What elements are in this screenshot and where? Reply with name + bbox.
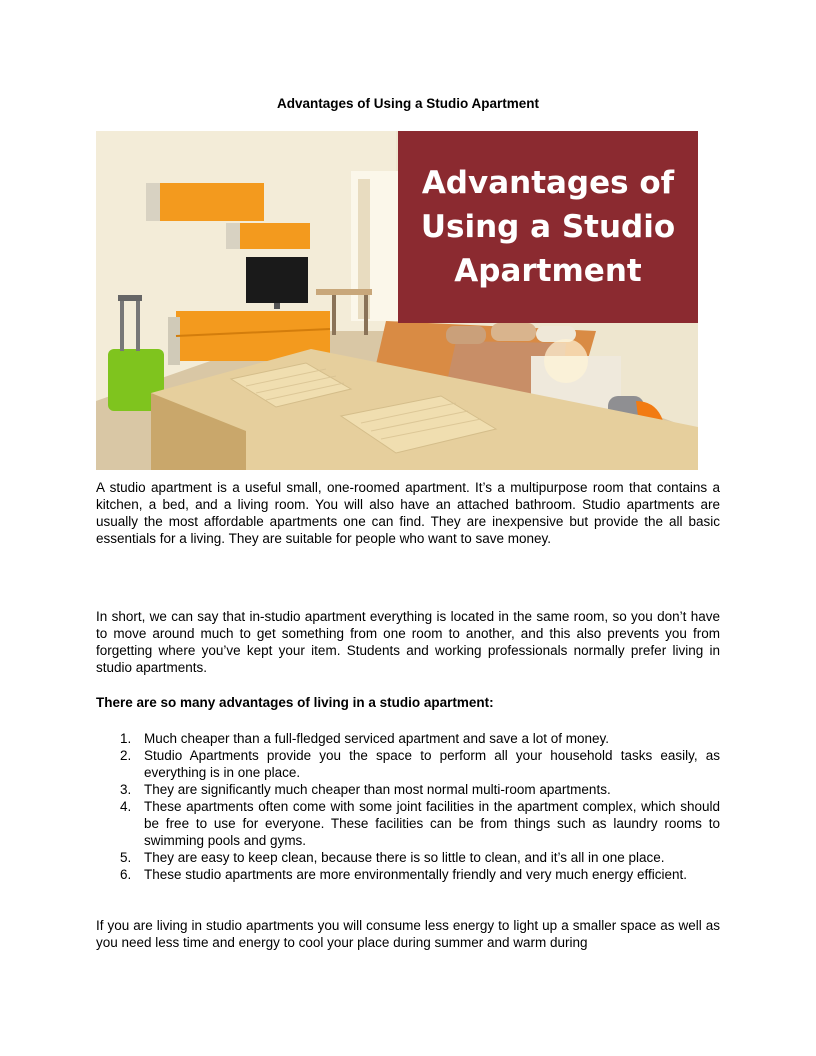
list-item-number: 5. xyxy=(120,850,132,865)
list-item-text: Much cheaper than a full-fledged serviced apartment and save a lot of money. xyxy=(144,731,610,746)
list-item xyxy=(96,781,720,798)
list-item-number: 3. xyxy=(120,782,132,797)
list-item xyxy=(96,798,720,849)
advantages-heading: There are so many advantages of living in a studio apartment: xyxy=(96,695,494,710)
document-title: Advantages of Using a Studio Apartment xyxy=(276,96,540,111)
hero-title-text: Advantages of Using a Studio Apartment xyxy=(420,165,676,289)
advantages-list xyxy=(96,730,720,883)
list-item xyxy=(96,747,720,781)
list-item xyxy=(96,866,720,883)
paragraph-summary: In short, we can say that in-studio apartment everything is located in the same room, so you don’t have to move around much to get something from one room to another, and this also prevents you from forgetting where you’ve kept your item. Students and working professionals normally prefer living in studio apartments. xyxy=(96,609,720,675)
list-item-number: 4. xyxy=(120,799,132,814)
list-item-text: These studio apartments are more environmentally friendly and very much energy efficient. xyxy=(144,867,688,882)
list-item-text: Studio Apartments provide you the space to perform all your household tasks easily, as everything is in one place. xyxy=(144,748,720,780)
list-item-number: 2. xyxy=(120,748,132,763)
list-item-number: 6. xyxy=(120,867,132,882)
hero-image xyxy=(96,131,698,470)
paragraph-closing: If you are living in studio apartments you will consume less energy to light up a smaller space as well as you need less time and energy to cool your place during summer and warm during xyxy=(96,918,720,950)
list-item-number: 1. xyxy=(120,731,132,746)
hero-title-banner xyxy=(398,131,698,323)
paragraph-intro: A studio apartment is a useful small, one-roomed apartment. It’s a multipurpose room that contains a kitchen, a bed, and a living room. You will also have an attached bathroom. Studio apartments are usually the most affordable apartments one can find. They are inexpensive but provide the all basic essentials for a living. They are suitable for people who want to save money. xyxy=(96,480,720,546)
list-item-text: They are easy to keep clean, because there is so little to clean, and it’s all in one place. xyxy=(144,850,665,865)
list-item-text: They are significantly much cheaper than most normal multi-room apartments. xyxy=(144,782,611,797)
list-item-text: These apartments often come with some joint facilities in the apartment complex, which should be free to use for everyone. These facilities can be from things such as laundry rooms to swimming pools and gyms. xyxy=(144,799,720,848)
list-item xyxy=(96,849,720,866)
list-item xyxy=(96,730,720,747)
